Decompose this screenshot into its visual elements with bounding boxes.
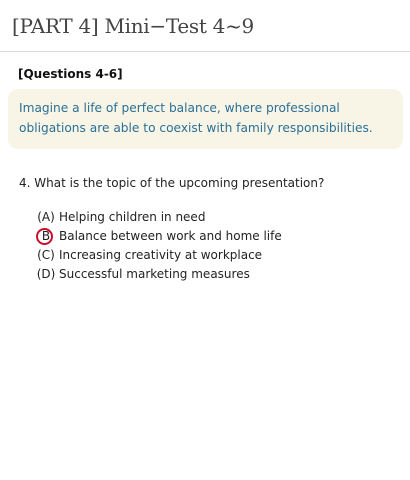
page-title: [PART 4] Mini−Test 4~9 (12, 14, 254, 38)
option-text: Increasing creativity at workplace (59, 248, 263, 262)
answer-options (36, 208, 282, 284)
passage-box (8, 89, 403, 149)
option-text: Successful marketing measures (59, 267, 250, 281)
option-letter: (A) (37, 210, 55, 224)
option-text: Helping children in need (59, 210, 206, 224)
option-letter: (D) (36, 267, 56, 281)
option-letter: (C) (37, 248, 55, 262)
option-text: Balance between work and home life (59, 229, 282, 243)
section-label: [Questions 4-6] (18, 67, 123, 81)
option-b[interactable] (36, 227, 282, 246)
passage-text: Imagine a life of perfect balance, where professional obligations are able to coexist with family responsibilities. (19, 101, 373, 135)
option-c[interactable] (36, 246, 282, 265)
header (0, 0, 410, 52)
option-d[interactable] (36, 265, 282, 284)
option-a[interactable] (36, 208, 282, 227)
option-letter: B (41, 229, 51, 243)
question-text: 4. What is the topic of the upcoming presentation? (19, 176, 325, 190)
